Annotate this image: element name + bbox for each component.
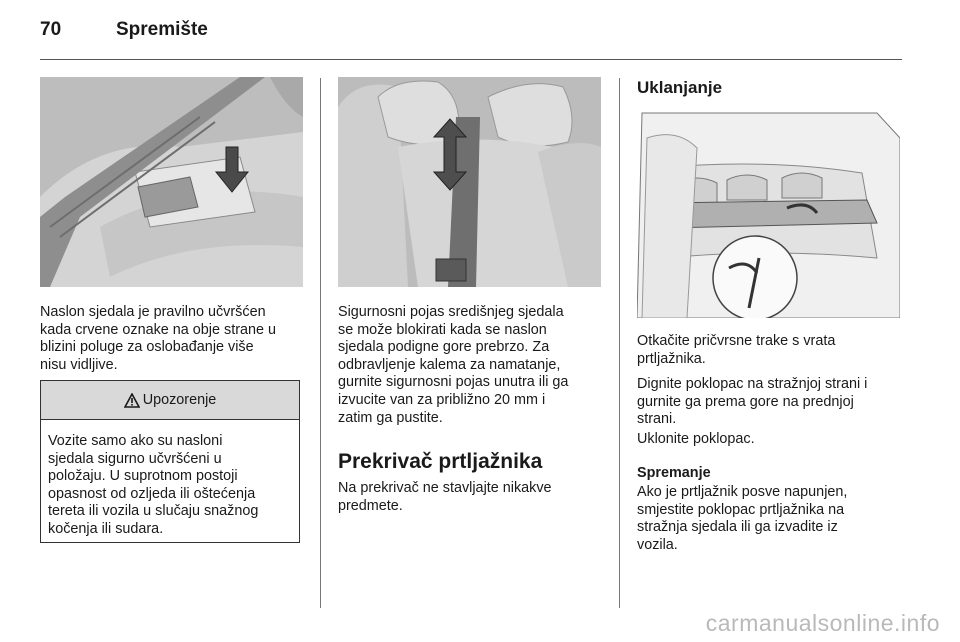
text-line: opasnost od ozljeda ili oštećenja bbox=[48, 485, 256, 502]
text-line: predmete. bbox=[338, 497, 403, 514]
header-rule bbox=[40, 59, 902, 60]
seat-lever-illustration bbox=[40, 77, 303, 287]
para-unhook bbox=[637, 333, 907, 368]
text-line: Sigurnosni pojas središnjeg sjedala bbox=[338, 304, 564, 320]
load-cover-illustration bbox=[637, 108, 900, 318]
text-line: prtljažnika. bbox=[637, 350, 706, 367]
text-line: nisu vidljive. bbox=[40, 356, 118, 373]
warning-title: Upozorenje bbox=[142, 392, 217, 408]
section-text bbox=[338, 480, 608, 515]
text-line: Na prekrivač ne stavljajte nikakve bbox=[338, 480, 552, 496]
text-line: gurnite ga prema gore na prednjoj bbox=[637, 393, 854, 410]
page-number: 70 bbox=[40, 19, 62, 40]
para-remove bbox=[637, 431, 907, 449]
seat-caption bbox=[40, 304, 308, 374]
text-line: smjestite poklopac prtljažnika na bbox=[637, 501, 845, 518]
text-line: gurnite sigurnosni pojas unutra ili ga bbox=[338, 374, 569, 391]
text-line: kada crvene oznake na obje strane u bbox=[40, 321, 277, 338]
uklanjanje-heading: Uklanjanje bbox=[637, 78, 723, 97]
text-line: tereta ili vozila u slučaju snažnog bbox=[48, 503, 259, 520]
para-lift bbox=[637, 376, 907, 429]
warning-text bbox=[41, 420, 299, 539]
text-line: Vozite samo ako su nasloni bbox=[48, 433, 223, 449]
warning-box bbox=[40, 380, 300, 543]
warning-icon bbox=[124, 393, 140, 408]
text-line: odbravljenje kalema za namatanje, bbox=[338, 356, 561, 373]
section-title: Prekrivač prtljažnika bbox=[338, 450, 543, 473]
warning-header bbox=[41, 381, 299, 420]
text-line: se može blokirati kada se naslon bbox=[338, 321, 547, 338]
text-line: kočenja ili sudara. bbox=[48, 520, 164, 537]
text-line: sjedala sigurno učvršćeni u bbox=[48, 450, 222, 467]
text-line: strani. bbox=[637, 411, 677, 428]
text-line: položaju. U suprotnom postoji bbox=[48, 468, 238, 485]
seatbelt-caption bbox=[338, 304, 608, 427]
watermark: carmanualsonline.info bbox=[705, 610, 940, 636]
text-line: Uklonite poklopac. bbox=[637, 431, 755, 447]
text-line: izvucite van za približno 20 mm i bbox=[338, 391, 546, 408]
text-line: sjedala podigne gore prebrzo. Za bbox=[338, 339, 550, 356]
spremanje-subheading: Spremanje bbox=[637, 465, 711, 481]
column-divider bbox=[619, 78, 620, 608]
text-line: Naslon sjedala je pravilno učvršćen bbox=[40, 304, 266, 320]
text-line: stražnja sjedala ili ga izvadite iz bbox=[637, 519, 838, 536]
seatbelt-illustration bbox=[338, 77, 601, 287]
text-line: Dignite poklopac na stražnjoj strani i bbox=[637, 376, 868, 392]
para-storage bbox=[637, 484, 907, 554]
text-line: vozila. bbox=[637, 536, 678, 553]
text-line: blizini poluge za oslobađanje više bbox=[40, 339, 254, 356]
column-divider bbox=[320, 78, 321, 608]
text-line: zatim ga pustite. bbox=[338, 409, 443, 426]
text-line: Ako je prtljažnik posve napunjen, bbox=[637, 484, 848, 500]
text-line: Otkačite pričvrsne trake s vrata bbox=[637, 333, 836, 349]
page-title: Spremište bbox=[116, 19, 208, 40]
